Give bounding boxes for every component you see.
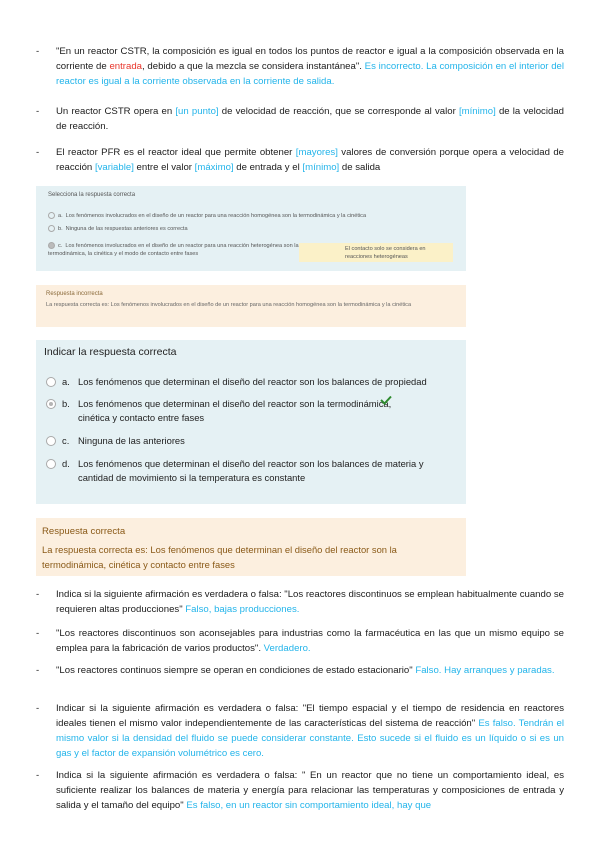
statement-text: "En un reactor CSTR, la composición es igual en todos los puntos de reactor e igual a la composición observada en la corriente de — [56, 46, 564, 72]
answer-text: Falso. Hay arranques y paradas. — [415, 665, 555, 676]
statement-cstr-rate — [56, 104, 564, 134]
answer-text: Es falso. Tendrán el mismo valor si la densidad del fluido se puede considerar constante. Esto sucede si el fluido es un líquido o si es un gas y el factor de expansión volumétrico es cero. — [56, 718, 564, 759]
answer-text: Es falso, en un reactor sin comportamiento ideal, hay que — [186, 800, 432, 811]
option-letter: b. — [62, 398, 70, 409]
statement-space-time — [56, 701, 564, 761]
quiz-option-b[interactable] — [48, 225, 188, 233]
option-letter: c. — [62, 435, 70, 446]
radio-icon[interactable] — [46, 459, 56, 469]
option-letter: a. — [62, 376, 70, 387]
statement-continuous-steady — [56, 663, 564, 678]
statement-cstr-composition — [56, 44, 564, 89]
highlight-word: entrada — [109, 61, 143, 72]
check-icon — [380, 395, 392, 405]
answer-text: Falso, bajas producciones. — [185, 604, 300, 615]
statement-text: El reactor PFR es el reactor ideal que permite obtener — [56, 147, 296, 158]
radio-icon[interactable] — [46, 377, 56, 387]
statement-discontinuous-pharma — [56, 626, 564, 656]
statement-pfr — [56, 145, 564, 175]
option-letter: a. — [58, 213, 63, 219]
blank-answer: [un punto] — [175, 106, 219, 117]
radio-selected-icon[interactable] — [48, 242, 55, 249]
bullet-dash: - — [36, 770, 40, 781]
radio-selected-icon[interactable] — [46, 399, 56, 409]
option-feedback — [299, 243, 453, 262]
option-letter: b. — [58, 226, 63, 232]
option-text: Los fenómenos que determinan el diseño del reactor son los balances de materia y cantidad de movimiento si la temperatura es constante — [78, 458, 424, 483]
bullet-dash: - — [36, 665, 40, 676]
answer-body: La respuesta correcta es: Los fenómenos involucrados en el diseño de un reactor para una reacción homogénea son la termodinámica y la cinética — [46, 302, 412, 308]
statement-text: "Los reactores continuos siempre se operan en condiciones de estado estacionario" — [56, 665, 416, 676]
quiz-title: Selecciona la respuesta correcta — [48, 192, 136, 198]
answer-status: Respuesta correcta — [42, 526, 126, 537]
statement-text: Un reactor CSTR opera en — [56, 106, 176, 117]
answer-body: La respuesta correcta es: Los fenómenos que determinan el diseño del reactor son la termodinámica, cinética y contacto entre fases — [42, 544, 397, 570]
option-text: Los fenómenos involucrados en el diseño de un reactor para una reacción homogénea son la termodinámica y la cinética — [65, 213, 367, 219]
blank-answer: [mayores] — [295, 147, 338, 158]
feedback-text: El contacto solo se considera en reacciones heterogéneas — [345, 246, 426, 260]
bullet-dash: - — [36, 703, 40, 714]
answer-feedback-large — [36, 518, 466, 576]
statement-text: de entrada y el — [233, 162, 303, 173]
bullet-dash: - — [36, 628, 40, 639]
option-text: Los fenómenos que determinan el diseño del reactor son los balances de propiedad — [78, 376, 427, 387]
option-text: Los fenómenos que determinan el diseño del reactor son la termodinámica, cinética y contacto entre fases — [78, 398, 392, 423]
radio-icon[interactable] — [48, 212, 55, 219]
option-letter: d. — [62, 458, 70, 469]
bullet-dash: - — [36, 147, 40, 158]
answer-status: Respuesta incorrecta — [46, 291, 103, 297]
statement-text: Indica si la siguiente afirmación es verdadera o falsa: "Los reactores discontinuos se emplean habitualmente cuando se requieren altas producciones" — [56, 589, 564, 615]
bullet-dash: - — [36, 589, 40, 600]
statement-text: "Los reactores discontinuos son aconsejables para industrias como la farmacéutica en las que un mismo equipo se emplea para la fabricación de varios productos". — [56, 628, 564, 654]
option-text: Los fenómenos involucrados en el diseño de un reactor para una reacción heterogénea son la termodinámica, la cinética y el modo de contacto entre fases — [48, 243, 299, 257]
radio-icon[interactable] — [46, 436, 56, 446]
quiz-title: Indicar la respuesta correcta — [44, 346, 177, 358]
quiz-option-c[interactable] — [48, 242, 318, 258]
statement-text: entre el valor — [133, 162, 195, 173]
blank-answer: [mínimo] — [458, 106, 496, 117]
radio-icon[interactable] — [48, 225, 55, 232]
blank-answer: [máximo] — [194, 162, 234, 173]
option-text: Ninguna de las respuestas anteriores es correcta — [65, 226, 188, 232]
statement-text: , debido a que la mezcla se considera instantánea". — [142, 61, 365, 72]
answer-feedback-small — [36, 285, 466, 327]
statement-text: valores de conversión porque opera a velocidad de reacción — [56, 147, 564, 173]
statement-text: Indica si la siguiente afirmación es verdadera o falsa: " En un reactor que no tiene un comportamiento ideal, es suficiente realizar los balances de materia y energía para relacionar las temperaturas y composiciones de entrada y salida y el tamaño del equipo" — [56, 770, 564, 811]
quiz-option-a[interactable] — [48, 212, 366, 220]
statement-text: de la velocidad de reacción. — [56, 106, 564, 132]
statement-text: de salida — [339, 162, 381, 173]
answer-text: Verdadero. — [263, 643, 311, 654]
blank-answer: [variable] — [94, 162, 134, 173]
statement-discontinuous-production — [56, 587, 564, 617]
option-letter: c. — [58, 243, 63, 249]
statement-text: de velocidad de reacción, que se corresponde al valor — [218, 106, 459, 117]
answer-text: Es incorrecto. La composición en el interior del reactor es igual a la corriente observada en la corriente de salida. — [56, 61, 565, 87]
statement-non-ideal — [56, 768, 564, 813]
option-text: Ninguna de las anteriores — [78, 435, 185, 446]
blank-answer: [mínimo] — [302, 162, 340, 173]
bullet-dash: - — [36, 46, 40, 57]
statement-text: Indicar si la siguiente afirmación es verdadera o falsa: "El tiempo espacial y el tiempo de residencia en reactores ideales tienen el mismo valor independientemente de las características del sistema de reacción" — [56, 703, 564, 729]
bullet-dash: - — [36, 106, 40, 117]
quiz-question-large — [36, 340, 466, 504]
